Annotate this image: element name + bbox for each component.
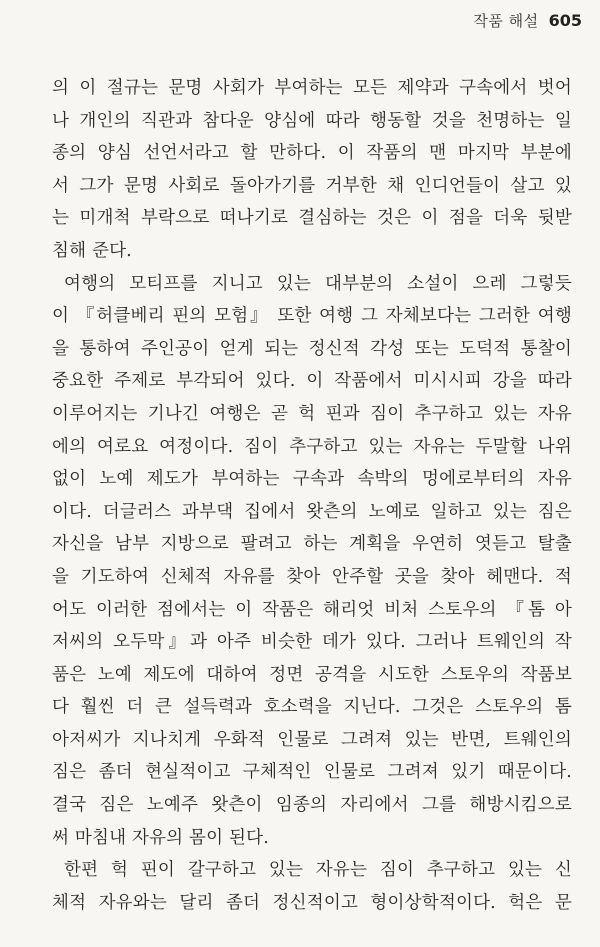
text-line: 짐은 좀더 현실적이고 구체적인 인물로 그려져 있기 때문이다. bbox=[52, 762, 572, 783]
text-line: 결국 짐은 노예주 왓츤이 임종의 자리에서 그를 해방시킴으로 bbox=[52, 795, 572, 816]
text-line: 써 마침내 자유의 몸이 된다. bbox=[52, 827, 269, 848]
text-line: 서 그가 문명 사회로 돌아가기를 거부한 채 인디언들이 살고 있 bbox=[52, 175, 572, 196]
text-line: 중요한 주제로 부각되어 있다. 이 작품에서 미시시피 강을 따라 bbox=[52, 371, 572, 392]
text-line: 는 미개척 부락으로 떠나기로 결심하는 것은 이 점을 더욱 뒷받 bbox=[52, 208, 572, 229]
text-line: 다 훨씬 더 큰 설득력과 호소력을 지닌다. 그것은 스토우의 톰 bbox=[52, 697, 572, 718]
text-line: 어도 이러한 점에서는 이 작품은 해리엇 비처 스토우의 『톰 아 bbox=[52, 599, 572, 620]
text-line: 을 기도하여 신체적 자유를 찾아 안주할 곳을 찾아 헤맨다. 적 bbox=[52, 566, 572, 587]
text-line: 저씨의 오두막』과 아주 비슷한 데가 있다. 그러나 트웨인의 작 bbox=[52, 632, 572, 653]
text-line: 에의 여로요 여정이다. 짐이 추구하고 있는 자유는 두말할 나위 bbox=[52, 436, 572, 457]
text-line: 여행의 모티프를 지니고 있는 대부분의 소설이 으레 그렇듯 bbox=[64, 273, 572, 294]
body-text bbox=[52, 72, 572, 919]
page-number: 605 bbox=[548, 11, 582, 30]
text-line: 이다. 더글러스 과부댁 집에서 왓츤의 노예로 일하고 있는 짐은 bbox=[52, 501, 572, 522]
text-line: 의 이 절규는 문명 사회가 부여하는 모든 제약과 구속에서 벗어 bbox=[52, 78, 572, 98]
text-line: 이 『허클베리 핀의 모험』 또한 여행 그 자체보다는 그러한 여행 bbox=[52, 306, 572, 327]
text-line: 종의 양심 선언서라고 할 만하다. 이 작품의 맨 마지막 부분에 bbox=[52, 143, 572, 164]
running-header bbox=[473, 10, 582, 31]
text-line: 한편 헉 핀이 갈구하고 있는 자유는 짐이 추구하고 있는 신 bbox=[64, 860, 572, 881]
text-line: 자신을 남부 지방으로 팔려고 하는 계획을 우연히 엿듣고 탈출 bbox=[52, 534, 572, 555]
text-line: 이루어지는 기나긴 여행은 곧 헉 핀과 짐이 추구하고 있는 자유 bbox=[52, 403, 572, 424]
paragraph bbox=[52, 72, 572, 268]
text-line: 나 개인의 직관과 참다운 양심에 따라 행동할 것을 천명하는 일 bbox=[52, 110, 572, 131]
text-line: 없이 노예 제도가 부여하는 구속과 속박의 멍에로부터의 자유 bbox=[52, 469, 572, 490]
text-line: 을 통하여 주인공이 얻게 되는 정신적 각성 또는 도덕적 통찰이 bbox=[52, 338, 572, 359]
text-line: 체적 자유와는 달리 좀더 정신적이고 형이상학적이다. 헉은 문 bbox=[52, 892, 572, 913]
text-line: 아저씨가 지나치게 우화적 인물로 그려져 있는 반면, 트웨인의 bbox=[52, 729, 572, 750]
running-title: 작품 해설 bbox=[473, 12, 539, 30]
paragraph bbox=[52, 854, 572, 919]
text-line: 침해 준다. bbox=[52, 240, 132, 261]
text-line: 품은 노예 제도에 대하여 정면 공격을 시도한 스토우의 작품보 bbox=[52, 664, 572, 685]
paragraph bbox=[52, 268, 572, 855]
